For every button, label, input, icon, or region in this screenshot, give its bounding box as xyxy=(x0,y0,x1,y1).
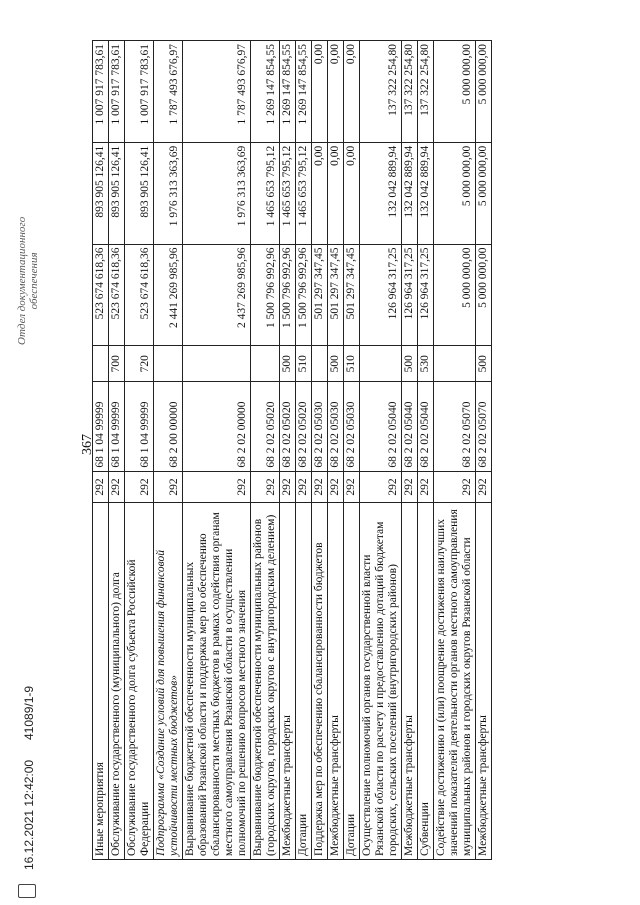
row-value-2023: 137 322 254,80 xyxy=(418,41,434,143)
table-row xyxy=(360,41,402,860)
row-value-2023: 137 322 254,80 xyxy=(402,41,418,143)
row-value-2023: 5 000 000,00 xyxy=(476,41,492,143)
row-target-code: 68 1 04 99999 xyxy=(109,382,125,471)
row-target-code: 68 2 02 05070 xyxy=(434,382,476,471)
budget-table xyxy=(92,40,492,860)
row-name: Субвенции xyxy=(418,503,434,860)
row-expense-type: 500 xyxy=(476,346,492,382)
row-value-2021: 2 437 269 985,96 xyxy=(183,244,251,346)
row-name: Обслуживание государственного долга субъекта Российской Федерации xyxy=(125,503,154,860)
row-expense-type: 700 xyxy=(109,346,125,382)
row-admin-code: 292 xyxy=(154,471,183,503)
row-value-2023: 0,00 xyxy=(328,41,344,143)
row-target-code: 68 2 02 05030 xyxy=(344,382,360,471)
row-expense-type xyxy=(434,346,476,382)
row-value-2021: 523 674 618,36 xyxy=(109,244,125,346)
row-expense-type xyxy=(251,346,280,382)
table-row xyxy=(93,41,109,860)
row-value-2023: 1 787 493 676,97 xyxy=(183,41,251,143)
budget-table-rotated xyxy=(92,40,562,860)
row-value-2021: 1 500 796 992,96 xyxy=(296,244,312,346)
row-expense-type: 510 xyxy=(344,346,360,382)
row-name: Дотации xyxy=(296,503,312,860)
row-admin-code: 292 xyxy=(434,471,476,503)
row-admin-code: 292 xyxy=(109,471,125,503)
row-value-2022: 132 042 889,94 xyxy=(402,142,418,244)
table-row xyxy=(125,41,154,860)
row-admin-code: 292 xyxy=(344,471,360,503)
row-target-code: 68 2 02 05020 xyxy=(280,382,296,471)
table-row xyxy=(154,41,183,860)
table-row xyxy=(280,41,296,860)
row-value-2023: 0,00 xyxy=(312,41,328,143)
row-name: Поддержка мер по обеспечению сбалансированности бюджетов xyxy=(312,503,328,860)
row-value-2023: 1 007 917 783,61 xyxy=(125,41,154,143)
row-value-2022: 893 905 126,41 xyxy=(125,142,154,244)
row-target-code: 68 2 02 05070 xyxy=(476,382,492,471)
row-expense-type xyxy=(93,346,109,382)
stamp-line-2: обеспечения xyxy=(28,252,40,310)
row-name: Иные мероприятия xyxy=(93,503,109,860)
row-value-2021: 501 297 347,45 xyxy=(344,244,360,346)
row-name: Дотации xyxy=(344,503,360,860)
row-value-2021: 501 297 347,45 xyxy=(328,244,344,346)
row-value-2022: 0,00 xyxy=(312,142,328,244)
row-value-2023: 1 269 147 854,55 xyxy=(251,41,280,143)
row-name: Выравнивание бюджетной обеспеченности муниципальных районов (городских округов, городских округов с внутригородским делением) xyxy=(251,503,280,860)
row-name: Межбюджетные трансферты xyxy=(402,503,418,860)
row-target-code: 68 2 02 05020 xyxy=(251,382,280,471)
row-value-2021: 126 964 317,25 xyxy=(418,244,434,346)
row-admin-code: 292 xyxy=(328,471,344,503)
row-admin-code: 292 xyxy=(296,471,312,503)
row-admin-code: 292 xyxy=(476,471,492,503)
row-value-2023: 1 269 147 854,55 xyxy=(296,41,312,143)
row-expense-type: 500 xyxy=(402,346,418,382)
row-name: Межбюджетные трансферты xyxy=(280,503,296,860)
row-value-2022: 893 905 126,41 xyxy=(109,142,125,244)
row-expense-type xyxy=(312,346,328,382)
row-expense-type: 510 xyxy=(296,346,312,382)
row-admin-code: 292 xyxy=(418,471,434,503)
row-value-2023: 1 007 917 783,61 xyxy=(93,41,109,143)
row-expense-type xyxy=(360,346,402,382)
page-number: 367 xyxy=(80,434,95,455)
table-row xyxy=(296,41,312,860)
row-value-2023: 1 269 147 854,55 xyxy=(280,41,296,143)
row-value-2021: 126 964 317,25 xyxy=(360,244,402,346)
row-value-2021: 5 000 000,00 xyxy=(476,244,492,346)
row-value-2022: 5 000 000,00 xyxy=(476,142,492,244)
table-row xyxy=(476,41,492,860)
row-target-code: 68 1 04 99999 xyxy=(93,382,109,471)
stamp-line-1: Отдел документационного xyxy=(16,216,28,345)
page-footer xyxy=(14,80,54,900)
row-expense-type: 500 xyxy=(280,346,296,382)
table-row xyxy=(402,41,418,860)
row-value-2022: 1 465 653 795,12 xyxy=(280,142,296,244)
row-value-2022: 1 976 313 363,69 xyxy=(154,142,183,244)
row-value-2022: 132 042 889,94 xyxy=(418,142,434,244)
row-target-code: 68 2 02 05040 xyxy=(418,382,434,471)
row-value-2022: 1 465 653 795,12 xyxy=(296,142,312,244)
department-stamp xyxy=(16,217,40,345)
row-admin-code: 292 xyxy=(360,471,402,503)
footer-doc-code: 41089/1-9 xyxy=(22,685,36,740)
row-expense-type: 720 xyxy=(125,346,154,382)
row-value-2023: 0,00 xyxy=(344,41,360,143)
row-value-2022: 132 042 889,94 xyxy=(360,142,402,244)
row-value-2023: 5 000 000,00 xyxy=(434,41,476,143)
row-value-2023: 1 787 493 676,97 xyxy=(154,41,183,143)
table-row xyxy=(328,41,344,860)
row-value-2021: 126 964 317,25 xyxy=(402,244,418,346)
row-value-2022: 1 465 653 795,12 xyxy=(251,142,280,244)
row-name: Выравнивание бюджетной обеспеченности муниципальных образований Рязанской области и поддержка мер по обеспечению сбалансированности местных бюджетов в рамках содействия органам местного самоуправления Рязанской области в осуществлении полномочий по решению вопросов местного значения xyxy=(183,503,251,860)
row-value-2021: 523 674 618,36 xyxy=(93,244,109,346)
row-target-code: 68 1 04 99999 xyxy=(125,382,154,471)
table-body xyxy=(93,41,492,860)
row-target-code: 68 2 02 05030 xyxy=(312,382,328,471)
row-target-code: 68 2 02 05030 xyxy=(328,382,344,471)
row-value-2022: 1 976 313 363,69 xyxy=(183,142,251,244)
table-row xyxy=(109,41,125,860)
table-row xyxy=(251,41,280,860)
row-value-2021: 501 297 347,45 xyxy=(312,244,328,346)
table-row xyxy=(434,41,476,860)
row-expense-type: 500 xyxy=(328,346,344,382)
row-name: Подпрограмма «Создание условий для повышения финансовой устойчивости местных бюджетов» xyxy=(154,503,183,860)
row-target-code: 68 2 02 05020 xyxy=(296,382,312,471)
row-target-code: 68 2 02 05040 xyxy=(360,382,402,471)
row-expense-type xyxy=(154,346,183,382)
row-target-code: 68 2 02 00000 xyxy=(183,382,251,471)
row-expense-type xyxy=(183,346,251,382)
row-value-2021: 1 500 796 992,96 xyxy=(280,244,296,346)
table-row xyxy=(312,41,328,860)
row-value-2022: 0,00 xyxy=(328,142,344,244)
row-admin-code: 292 xyxy=(125,471,154,503)
table-row xyxy=(344,41,360,860)
row-value-2023: 137 322 254,80 xyxy=(360,41,402,143)
row-value-2023: 1 007 917 783,61 xyxy=(109,41,125,143)
row-value-2022: 0,00 xyxy=(344,142,360,244)
row-admin-code: 292 xyxy=(93,471,109,503)
row-admin-code: 292 xyxy=(183,471,251,503)
row-value-2022: 5 000 000,00 xyxy=(434,142,476,244)
row-name: Межбюджетные трансферты xyxy=(328,503,344,860)
row-value-2021: 2 441 269 985,96 xyxy=(154,244,183,346)
row-name: Межбюджетные трансферты xyxy=(476,503,492,860)
document-icon xyxy=(18,884,36,898)
row-target-code: 68 2 00 00000 xyxy=(154,382,183,471)
row-name: Содействие достижению и (или) поощрение достижения наилучших значений показателей деятельности органов местного самоуправления муниципальных районов и городских округов Рязанской области xyxy=(434,503,476,860)
row-value-2022: 893 905 126,41 xyxy=(93,142,109,244)
row-admin-code: 292 xyxy=(280,471,296,503)
footer-date: 16.12.2021 12:42:00 xyxy=(22,759,36,870)
row-name: Обслуживание государственного (муниципального) долга xyxy=(109,503,125,860)
row-value-2021: 523 674 618,36 xyxy=(125,244,154,346)
row-value-2021: 1 500 796 992,96 xyxy=(251,244,280,346)
row-admin-code: 292 xyxy=(251,471,280,503)
row-name: Осуществление полномочий органов государственной власти Рязанской области по расчету и предоставлению дотаций бюджетам городских, сельских поселений (внутригородских районов) xyxy=(360,503,402,860)
row-target-code: 68 2 02 05040 xyxy=(402,382,418,471)
row-admin-code: 292 xyxy=(402,471,418,503)
row-admin-code: 292 xyxy=(312,471,328,503)
row-expense-type: 530 xyxy=(418,346,434,382)
table-row xyxy=(418,41,434,860)
table-row xyxy=(183,41,251,860)
row-value-2021: 5 000 000,00 xyxy=(434,244,476,346)
